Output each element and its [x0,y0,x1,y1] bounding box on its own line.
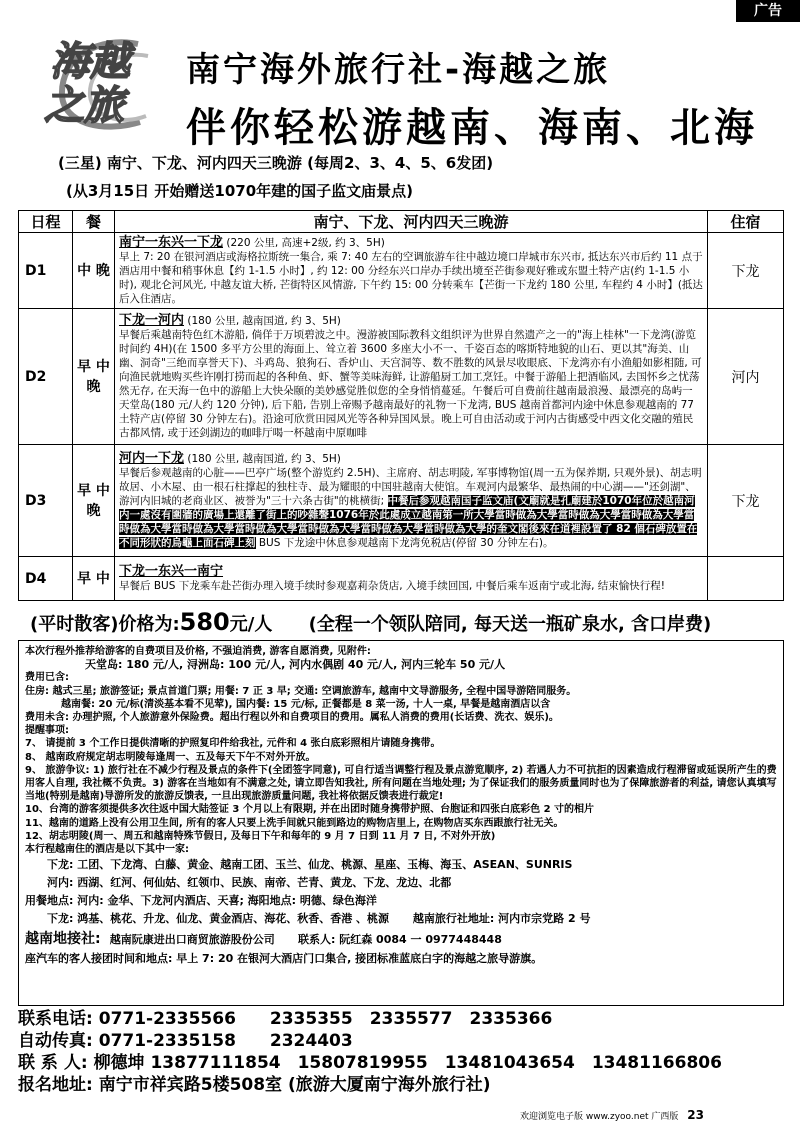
highlight-desc: 中餐后参观越南国子监文庙(文廟就是孔廟建於1070年位於越南河内一處沒有圍牆的廣場上還離了街上的吵雜聲1076年於此處成立越南第一所大學當時做為大學當時做為大學當時做為大學當時做為大學當時做為大學當時做為大學當時做為大學當時做為大學當時做為大學的奎文閣後來在道裡設置了 82 個石碑放置在不同形狀的烏龜上面石碑上刻 [119,494,698,549]
footer-text: 欢迎浏览电子版 www.zyoo.net [520,1112,649,1122]
agency-address: 越南旅行社地址: 河内市宗党路 2 号 [412,912,591,926]
note-line: 下龙: 工团、下龙湾、白藤、黄金、越南工团、玉兰、仙龙、桃源、星座、玉梅、海玉、ASEAN、SUNRIS [47,858,573,872]
address-label: 报名地址: [18,1075,93,1095]
tour-schedule: (三星) 南宁、下龙、河内四天三晚游 (每周2、3、4、5、6发团) [58,154,494,172]
page-title: 南宁海外旅行社-海越之旅 [186,50,611,90]
logo-text-2: 之旅 [44,83,124,129]
table-row [19,557,784,601]
note-line: 越南餐: 20 元/标(清淡基本看不见荤), 国内餐: 15 元/标, 正餐都是 8 菜一汤, 十人一桌, 早餐是越南酒店以含 [61,698,551,710]
page-number: 23 [687,1108,704,1122]
note-line: 本行程越南住的酒店是以下其中一家: [25,844,189,856]
day-cell: D3 [19,445,73,557]
route-note: (220 公里, 高速+2级, 约 3、5H) [226,236,385,249]
day-desc: 早餐后 BUS 下龙乘车赴芒街办理入境手续时参观嘉莉杂货店, 入境手续回国, 中餐后乘车返南宁或北海, 结束愉快行程! [119,579,665,592]
price-line [30,608,770,636]
note-line: 10、台湾的游客须提供多次往返中国大陆签证 3 个月以上有限期, 并在出团时随身携带护照、台胞证和四张白底彩色 2 寸的相片 [25,804,595,816]
note-line: 座汽车的客人接团时间和地点: 早上 7: 20 在银河大酒店门口集合, 接团标准蓝底白字的海越之旅导游旗。 [25,952,543,966]
note-line [25,928,777,952]
note-line: 提醒事项: [25,725,69,737]
contact-person-row [18,1052,798,1074]
logo-text-1: 海越 [50,39,130,85]
meal-cell: 早 中 晚 [73,309,115,445]
col-route: 南宁、下龙、河内四天三晚游 [115,211,708,233]
note-line: 河内: 西湖、红河、何仙姑、红领巾、民族、南帝、芒青、黄龙、下龙、龙边、北都 [47,876,452,890]
desc-cell [115,309,708,445]
price-unit: 元/人 [229,614,273,635]
contact-phone-row [18,1008,798,1030]
route-note: (180 公里, 越南国道, 约 3、5H) [187,314,341,327]
col-meal: 餐 [73,211,115,233]
logo [40,36,158,136]
contact-block [18,1008,798,1096]
stay-cell: 下龙 [708,445,784,557]
table-row [19,233,784,309]
table-row [19,445,784,557]
ad-tag: 广告 [736,0,800,22]
note-line: 12、胡志明陵(周一、周五和越南特殊节假日, 及每日下午和每年的 9 月 7 日到 11 月 7 日, 不对外开放) [25,830,496,842]
person-value: 柳德坤 13877111854 15807819955 13481043654 13481166806 [93,1053,722,1073]
stay-cell: 下龙 [708,233,784,309]
meal-cell: 早 中 [73,557,115,601]
route-title: 南宁一东兴一下龙 [119,234,224,250]
note-line: 用餐地点: 河内: 金华、下龙河内酒店、天喜; 海阳地点: 明德、绿色海洋 [25,894,377,908]
person-label: 联 系 人: [18,1053,88,1073]
day-desc: 早餐后乘越南特色红木游船, 倘佯于万顷碧波之中。漫游被国际教科文组织评为世界自然遗产之一的"海上桂林"一下龙湾(游览时间约 4H)(在 1500 多平方公里的海面上、耸立着 3600 多座大小不一、千姿百态的喀斯特地貌的山石、更以其"海美、山幽、洞奇"三绝而享誉天下)、斗鸡岛、狼狗石、香炉山、天宫洞等、数不胜数的风景尽收眼底、下龙湾亦有小渔船如影相随, 可向渔民就地购买些许刚打捞而起的各种鱼、虾、蟹等美味海鲜, 让游船厨工加工烹饪。中餐于游船上把酒临风, 去国怀乡之忧荡然无存, 在天海一色中的游船上大快朵颐的美妙感觉胜似您的全身悄悄蔓延。午餐后可自费前往越南最浪漫、最漂亮的岛屿一天堂岛(180 元/人约 120 分钟), 后下船, 告别上帝赐予越南最好的礼物一下龙湾, BUS 越南首都河内途中休息参观越南的 77 土特产店(停留 30 分钟左右)。沿途可欣赏田园风光等各种异国风景。晚上可自由活动或于河内古街感受中西文化交融的殖民古都风情, 或于还剑湖边的咖啡厅喝一杯越南中原咖啡 [119,328,702,439]
stay-cell [708,557,784,601]
phone-value: 0771-2335566 2335355 2335577 2335366 [98,1009,553,1029]
paper-edition: 广西版 [651,1112,679,1122]
meal-cell: 早 中 晚 [73,445,115,557]
contact-address-row [18,1074,798,1096]
local-agency-name: 越南阮康进出口商贸旅游股份公司 [109,933,275,947]
page-footer [520,1108,704,1122]
day-cell: D1 [19,233,73,309]
itinerary-table [18,210,784,601]
note-line: 本次行程外推荐给游客的自费项目及价格, 不强迫消费, 游客自愿消费, 见附件: [25,646,371,657]
route-title: 下龙一河内 [119,312,185,328]
day-desc: 早餐后参观越南的心脏——巴亭广场(整个游览约 2.5H)、主席府、胡志明陵, 军事博物馆(周一五为保养期, 只观外景)、胡志明故居、小木屋、由一根石柱撑起的独柱寺、最为耀眼的中国驻越南大使馆。车观河内最繁华、最热闹的中心湖——"还剑湖"、游河内旧城的老商业区、被誉为"三十六条古街"的桃横街; [119,466,702,507]
col-stay: 住宿 [708,211,784,233]
local-agency-label: 越南地接社: [25,931,101,948]
contact-fax-row [18,1030,798,1052]
address-value: 南宁市祥宾路5楼508室 (旅游大厦南宁海外旅行社) [98,1075,491,1095]
notes-box [18,640,784,1006]
note-line: 天堂岛: 180 元/人, 浔洲岛: 100 元/人, 河内水偶剧 40 元/人, 河内三轮车 50 元/人 [85,658,506,672]
day-cell: D4 [19,557,73,601]
fax-label: 自动传真: [18,1031,93,1051]
fax-value: 0771-2335158 2324403 [98,1031,353,1051]
note-line [25,910,777,928]
phone-label: 联系电话: [18,1009,93,1029]
day-desc: 早上 7: 20 在银河酒店或海格拉斯统一集合, 乘 7: 40 左右的空调旅游车往中越边境口岸城市东兴市, 抵达东兴市后约 11 点于酒店用中餐和稍事休息【约 1-1.5 小时】, 约 12: 00 分经东兴口岸办手续出境至芒街参观好雅或东盟土特产店(约 1-1.5 小时), 观北仑河风光, 中越友谊大桥, 芒街特区风情游, 下午约 15: 00 分转乘车【芒街一下龙约 180 公里, 车程约 4 小时】(抵达后入住酒店。 [119,250,703,305]
tour-promo: (从3月15日 开始赠送1070年建的国子监文庙景点) [66,182,413,200]
meal-cell: 中 晚 [73,233,115,309]
price-note: (全程一个领队陪同, 每天送一瓶矿泉水, 含口岸费) [308,614,712,635]
table-header [19,211,784,233]
price-amount: 580 [179,608,230,636]
note-line: 费用未含: 办理护照, 个人旅游意外保险费。超出行程以外和自费项目的费用。属私人消费的费用(长话费、洗衣、娱乐)。 [25,712,559,724]
desc-cell [115,557,708,601]
price-label: (平时散客)价格为: [30,614,180,635]
note-line: 9、 旅游争议: 1) 旅行社在不减少行程及景点的条件下(全团签字同意), 可自行适当调整行程及景点游览顺序, 2) 若遇人力不可抗拒的因素造成行程滞留或延误所产生的费用客人自理, 我社概不负责。3) 游客在当地如有不满意之处, 请立即告知我社, 所有问题在当地处理; 为了保证我们的服务质量同时也为了保障旅游者的利益, 请您认真填写当地(特别是越南)导游所发的旅游反馈表, 一旦出现旅游质量问题, 我社将依据反馈表进行裁定! [25,764,777,803]
note-line: 7、 请提前 3 个工作日提供清晰的护照复印件给我社, 元件和 4 张白底彩照相片请随身携带。 [25,738,441,750]
hotel-list: 下龙: 鸿基、桃花、升龙、仙龙、黄金酒店、海花、秋香、香港 、桃源 [47,912,390,926]
note-line: 住房: 越式三星; 旅游签证; 景点首道门票; 用餐: 7 正 3 早; 交通: 空调旅游车, 越南中文导游服务, 全程中国导游陪同服务。 [25,685,577,697]
route-title: 河内一下龙 [119,450,185,466]
route-title: 下龙一东兴一南宁 [119,563,224,579]
route-note: (180 公里, 越南国道, 约 3、5H) [187,452,341,465]
note-line: 费用已含: [25,672,69,684]
local-agency-contact: 联系人: 阮红森 0084 一 0977448448 [297,933,502,947]
note-line: 8、 越南政府规定胡志明陵每逢周一、五及每天下午不对外开放。 [25,751,316,763]
stay-cell: 河内 [708,309,784,445]
table-row [19,309,784,445]
desc-cell [115,233,708,309]
desc-cell [115,445,708,557]
page-subtitle: 伴你轻松游越南、海南、北海 [186,104,758,151]
day-cell: D2 [19,309,73,445]
note-line: 11、越南的道路上没有公用卫生间, 所有的客人只要上洗手间就只能到路边的购物店里上, 在购物店买东西跟旅行社无关。 [25,817,564,829]
col-day: 日程 [19,211,73,233]
day-desc-tail: BUS 下龙途中休息参观越南下龙湾免税店(停留 30 分钟左右)。 [258,536,554,549]
